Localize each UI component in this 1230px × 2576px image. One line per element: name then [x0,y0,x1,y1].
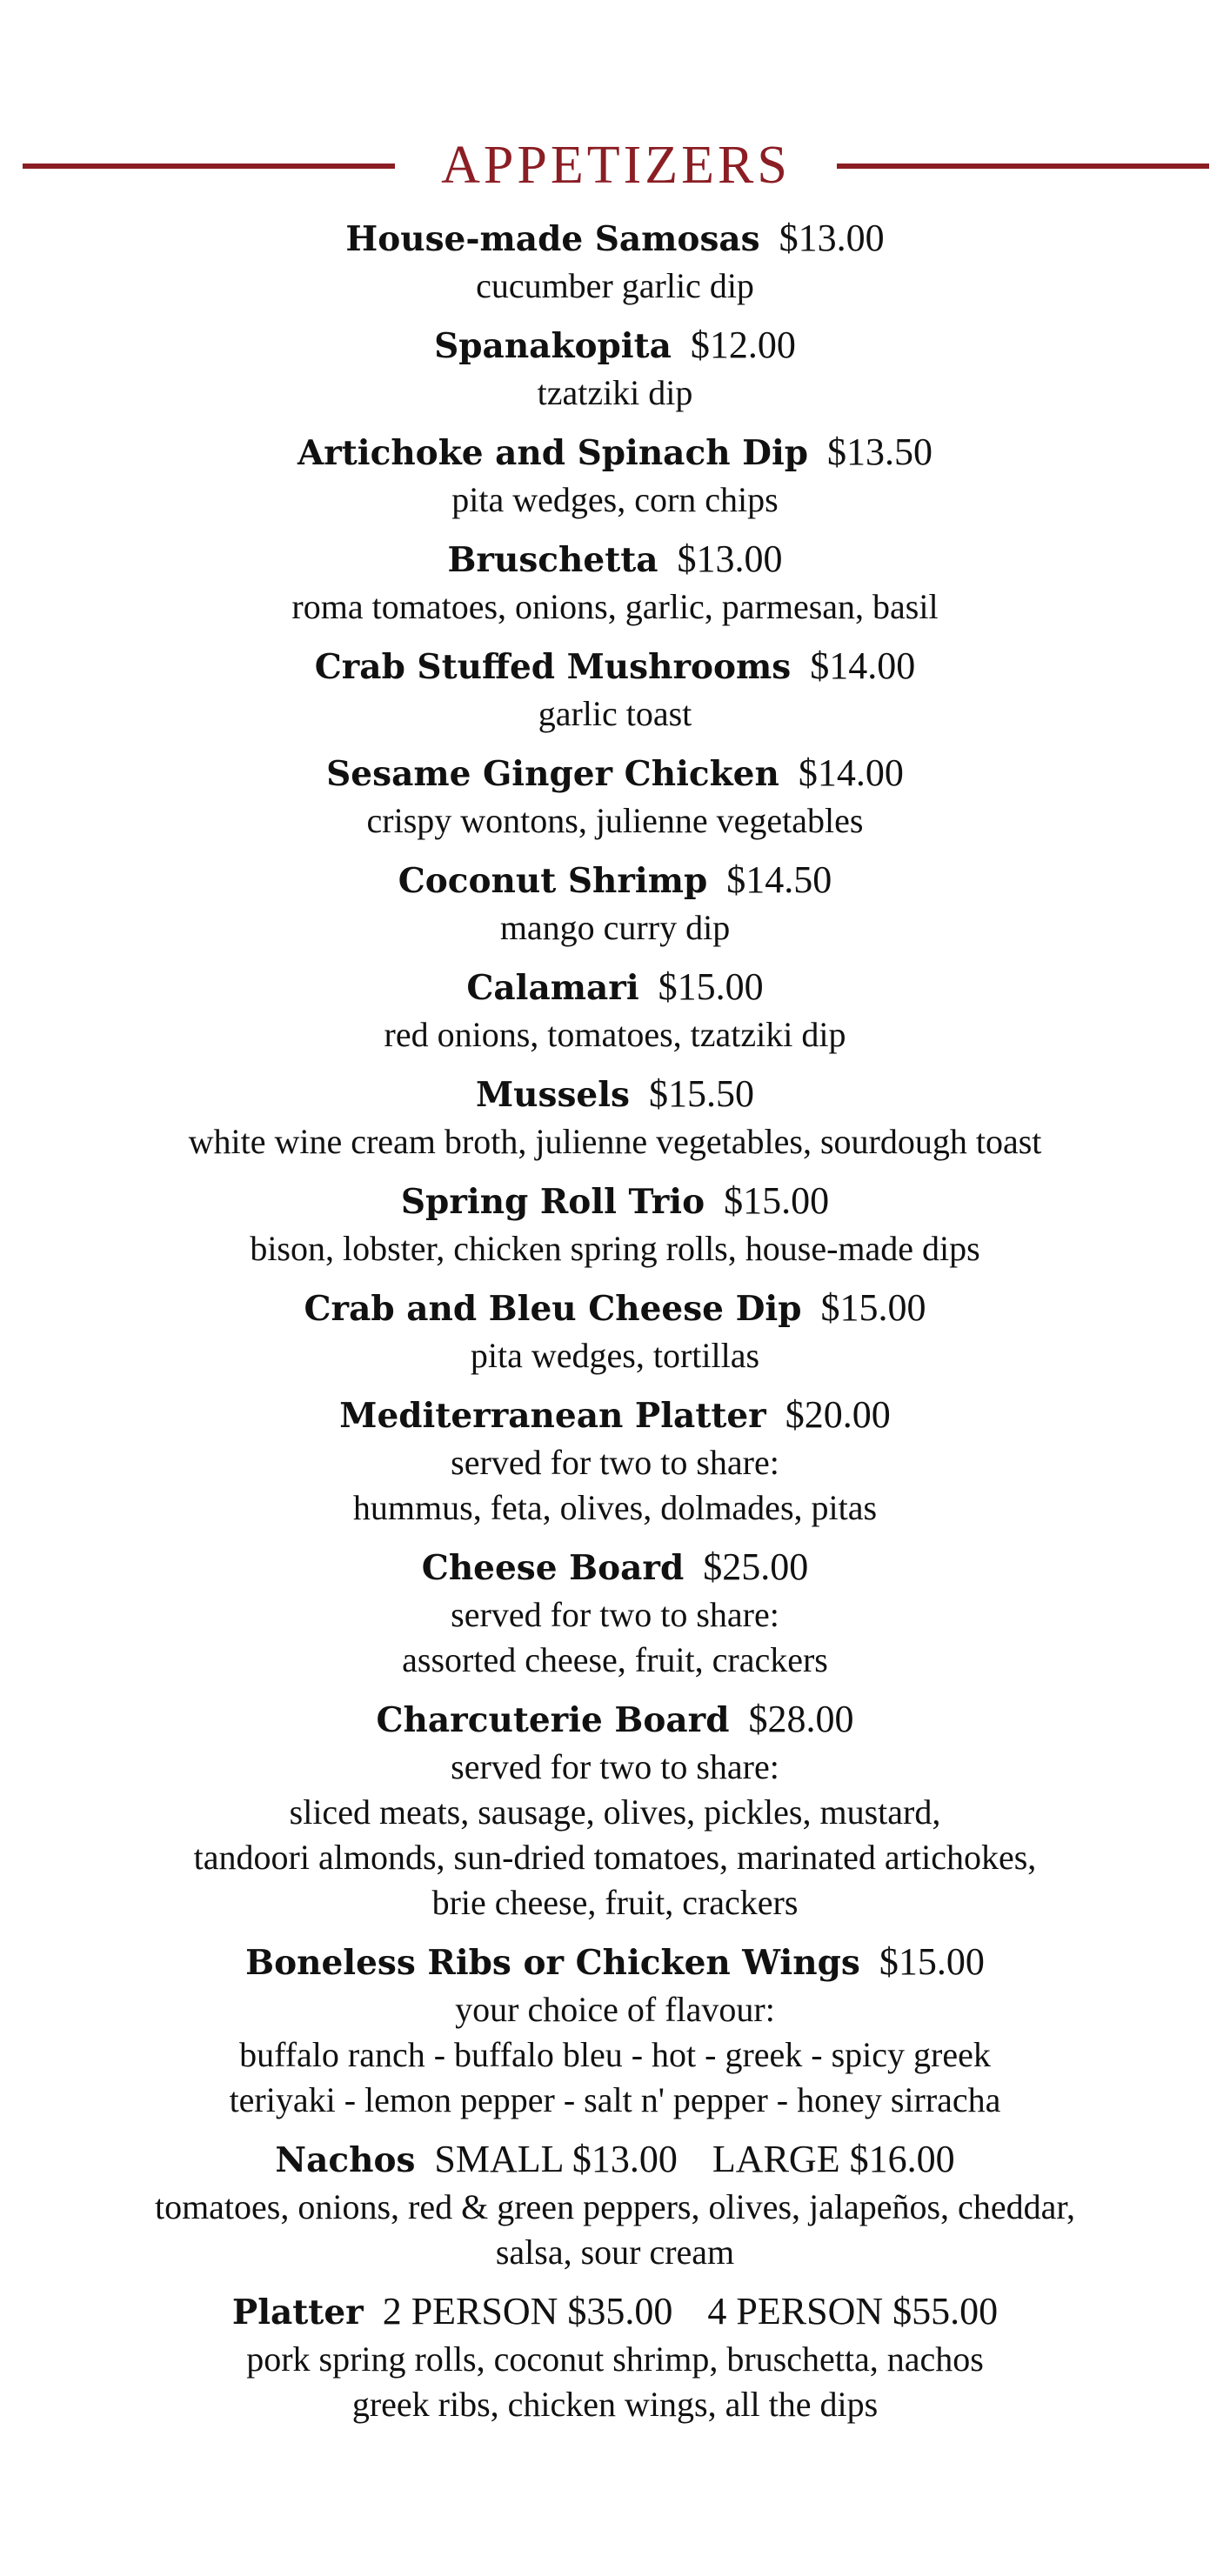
menu-item-heading [0,1938,1230,1987]
menu-item-name: House-made Samosas [345,219,760,259]
menu-item-name: Bruschetta [447,540,658,580]
menu-item-name: Crab and Bleu Cheese Dip [304,1289,802,1329]
menu-item-price: $13.50 [827,430,933,473]
menu-item-heading [0,214,1230,264]
menu-item-price: $28.00 [748,1698,854,1740]
menu-item-description: cucumber garlic dip [476,266,754,305]
menu-item-description: red onions, tomatoes, tzatziki dip [384,1015,846,1054]
menu-item-heading [0,428,1230,477]
menu-item-name: Platter [231,2292,364,2332]
menu-item [0,856,1230,951]
header-rule-right [837,164,1209,169]
menu-item-heading [0,1284,1230,1333]
menu-item-description: served for two to share: [451,1595,779,1634]
menu-item-name: Artichoke and Spinach Dip [297,433,809,473]
menu-item-heading [0,2135,1230,2185]
menu-item-name: Nachos [275,2140,416,2180]
menu-item-price: $14.00 [798,751,904,794]
menu-item-description: teriyaki - lemon pepper - salt n' pepper - honey sirracha [229,2080,1001,2119]
menu-item-heading [0,1695,1230,1745]
menu-item [0,535,1230,630]
menu-item-description: salsa, sour cream [495,2232,735,2272]
menu-item-description: mango curry dip [499,908,731,947]
menu-item-description: white wine cream broth, julienne vegetables, sourdough toast [188,1122,1042,1161]
menu-item-description: bison, lobster, chicken spring rolls, house-made dips [250,1229,980,1268]
menu-item [0,428,1230,523]
menu-item [0,963,1230,1058]
menu-item-description: greek ribs, chicken wings, all the dips [351,2385,879,2424]
menu-item [0,1070,1230,1165]
menu-item-description: pita wedges, tortillas [470,1336,760,1375]
menu-item-description: tandoori almonds, sun-dried tomatoes, marinated artichokes, [193,1838,1037,1877]
menu-item-name: Spanakopita [434,326,672,366]
menu-item [0,1543,1230,1683]
menu-item-price: $15.50 [649,1072,755,1115]
menu-item-description: garlic toast [538,694,692,733]
menu-item-name: Charcuterie Board [376,1700,730,1740]
menu-item-heading [0,1543,1230,1592]
menu-item-name: Calamari [466,968,639,1008]
menu-item-description: assorted cheese, fruit, crackers [402,1640,828,1679]
menu-item-price: $15.00 [820,1286,926,1329]
section-header [0,129,1230,202]
menu-item-price: 2 PERSON $35.00 [382,2290,673,2332]
menu-item-description: your choice of flavour: [455,1990,775,2029]
menu-item-name: Boneless Ribs or Chicken Wings [245,1943,860,1983]
menu-item-name: Mediterranean Platter [339,1396,766,1436]
header-rule-left [23,164,395,169]
menu-item-name: Coconut Shrimp [398,861,708,901]
menu-item-description: sliced meats, sausage, olives, pickles, mustard, [289,1792,941,1832]
menu-item [0,214,1230,309]
menu-item-price: $20.00 [785,1393,891,1436]
menu-item-description: served for two to share: [451,1443,779,1482]
menu-item [0,1284,1230,1378]
menu-item-name: Cheese Board [421,1548,685,1588]
menu-item-heading [0,749,1230,798]
menu-item-heading [0,1070,1230,1119]
menu-item [0,2135,1230,2275]
menu-item-description: buffalo ranch - buffalo bleu - hot - greek - spicy greek [239,2035,991,2074]
menu-item-heading [0,535,1230,584]
menu-item-description: served for two to share: [451,1747,779,1786]
menu-item-name: Sesame Ginger Chicken [326,754,779,794]
menu-item [0,321,1230,416]
menu-item-description: roma tomatoes, onions, garlic, parmesan, basil [291,587,939,626]
menu-item-price: $14.50 [726,858,832,901]
menu-item-heading [0,321,1230,370]
menu-item-name: Crab Stuffed Mushrooms [314,647,792,687]
section-title: APPETIZERS [441,136,791,195]
menu-item-price-large: 4 PERSON $55.00 [707,2290,999,2332]
menu-item [0,1177,1230,1271]
menu-item-name: Mussels [475,1075,631,1115]
menu-item-heading [0,1391,1230,1440]
menu-item [0,1695,1230,1925]
menu-item-price-large: LARGE $16.00 [712,2138,955,2180]
menu-item-heading [0,2287,1230,2337]
menu-item-price: $15.00 [658,965,764,1008]
menu-item-price: $25.00 [703,1545,809,1588]
menu-item [0,1391,1230,1531]
menu-item-description: pork spring rolls, coconut shrimp, bruschetta, nachos [246,2339,984,2379]
menu-item [0,749,1230,844]
menu-item-price: $15.00 [879,1940,985,1983]
menu-item-description: brie cheese, fruit, crackers [431,1883,799,1922]
menu-item-heading [0,642,1230,691]
menu-item-price: $15.00 [724,1179,830,1222]
menu-item-price: SMALL $13.00 [434,2138,678,2180]
appetizer-list [0,214,1230,2439]
menu-item [0,2287,1230,2427]
menu-item-price: $14.00 [810,644,916,687]
menu-item-heading [0,856,1230,905]
menu-item-price: $13.00 [779,217,885,259]
menu-item-heading [0,1177,1230,1226]
menu-item-heading [0,963,1230,1012]
menu-item-description: tomatoes, onions, red & green peppers, olives, jalapeños, cheddar, [154,2187,1076,2226]
menu-item [0,642,1230,737]
menu-item-price: $12.00 [690,324,796,366]
menu-item [0,1938,1230,2123]
menu-item-price: $13.00 [677,537,783,580]
menu-item-description: pita wedges, corn chips [451,480,779,519]
menu-item-name: Spring Roll Trio [400,1182,705,1222]
menu-item-description: tzatziki dip [537,373,693,412]
menu-item-description: hummus, feta, olives, dolmades, pitas [352,1488,878,1527]
menu-item-description: crispy wontons, julienne vegetables [366,801,864,840]
